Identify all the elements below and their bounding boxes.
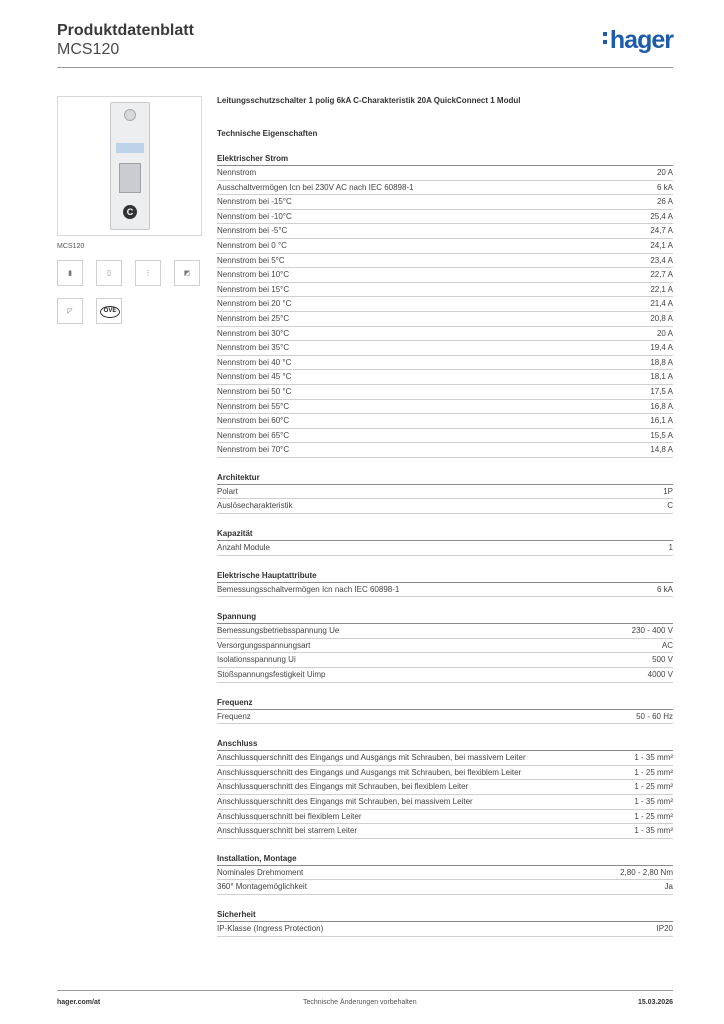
spec-key: IP-Klasse (Ingress Protection) [217,923,324,933]
spec-value: 26 A [656,197,673,207]
page-title: Produktdatenblatt [57,22,194,39]
spec-value: 6 kA [656,584,673,594]
spec-value: 22,1 A [650,284,673,294]
spec-row [217,639,673,654]
section-title: Architektur [217,472,673,485]
spec-key: Bemessungsschaltvermögen Icn nach IEC 60898-1 [217,584,400,594]
spec-value: 19,4 A [650,343,673,353]
spec-row [217,653,673,668]
section-title: Sicherheit [217,909,673,922]
spec-key: Nennstrom bei -15°C [217,197,292,207]
spec-value: 17,5 A [650,386,673,396]
product-image[interactable] [57,96,202,236]
section-title: Spannung [217,611,673,624]
spec-value: 1 - 25 mm² [634,767,673,777]
logo-text: hager [609,26,673,54]
spec-row [217,356,673,371]
spec-value: 1 - 25 mm² [634,811,673,821]
spec-key: Nennstrom bei 25°C [217,313,290,323]
image-caption: MCS120 [57,243,85,250]
hager-logo [603,26,673,55]
thumbnail-row [57,260,202,286]
spec-value: 20 A [656,328,673,338]
section-title: Anschluss [217,738,673,751]
spec-value: 1 - 25 mm² [634,782,673,792]
spec-row [217,297,673,312]
spec-key: Auslösecharakteristik [217,501,293,511]
spec-key: Nennstrom bei 10°C [217,270,290,280]
spec-value: 22,7 A [650,270,673,280]
spec-value: 50 - 60 Hz [636,711,673,721]
spec-key: Nennstrom bei -5°C [217,226,288,236]
spec-section [217,738,673,839]
spec-row [217,922,673,937]
spec-value: AC [661,640,673,650]
spec-section [217,697,673,725]
footer-notice: Technische Änderungen vorbehalten [303,999,417,1006]
spec-row [217,312,673,327]
spec-value: 16,1 A [650,416,673,426]
spec-row [217,166,673,181]
thumbnail-accessory-icon[interactable]: ◸ [57,298,83,324]
spec-row [217,710,673,725]
spec-value: 24,7 A [650,226,673,236]
tech-heading: Technische Eigenschaften [217,129,318,138]
spec-key: Nennstrom bei 65°C [217,430,290,440]
spec-value: 18,8 A [650,357,673,367]
product-description: Leitungsschutzschalter 1 polig 6kA C-Charakteristik 20A QuickConnect 1 Modul [217,96,521,105]
spec-row [217,283,673,298]
spec-value: 1P [663,486,673,496]
section-title: Elektrischer Strom [217,153,673,166]
spec-key: Stoßspannungsfestigkeit Uimp [217,670,326,680]
thumbnail-front-view-icon[interactable]: ▯ [96,260,122,286]
spec-row [217,766,673,781]
page-header [57,20,673,68]
spec-key: Nennstrom bei 70°C [217,445,290,455]
spec-key: Anschlussquerschnitt des Eingangs mit Schrauben, bei massivem Leiter [217,797,473,806]
spec-key: Nennstrom bei 15°C [217,284,290,294]
spec-section [217,153,673,458]
circuit-breaker-icon: C [110,102,150,230]
thumbnail-wiring-diagram-icon[interactable]: ⋮ [135,260,161,286]
spec-row [217,268,673,283]
spec-row [217,824,673,839]
spec-row [217,327,673,342]
spec-row [217,239,673,254]
spec-value: 16,8 A [650,401,673,411]
spec-value: 1 - 35 mm² [634,797,673,806]
spec-key: Nennstrom bei 55°C [217,401,290,411]
spec-value: 20 A [656,168,673,177]
spec-key: Polart [217,486,238,496]
spec-row [217,414,673,429]
spec-row [217,541,673,556]
spec-key: Anschlussquerschnitt des Eingangs und Ausgangs mit Schrauben, bei massivem Leiter [217,753,526,763]
spec-row [217,624,673,639]
spec-key: Nennstrom bei -10°C [217,211,292,221]
spec-value: 4000 V [647,670,673,680]
spec-value: C [667,501,673,511]
spec-row [217,668,673,683]
spec-row [217,866,673,881]
spec-value: 23,4 A [650,255,673,265]
spec-key: Anschlussquerschnitt des Eingangs und Ausgangs mit Schrauben, bei flexiblem Leiter [217,767,522,777]
product-media [57,96,202,324]
spec-value: IP20 [656,923,673,933]
spec-row [217,341,673,356]
spec-value: 500 V [652,655,673,665]
spec-row [217,443,673,458]
spec-key: Nennstrom bei 5°C [217,255,285,265]
spec-row [217,429,673,444]
footer-website[interactable]: hager.com/at [57,999,101,1006]
spec-row [217,254,673,269]
spec-value: 20,8 A [650,313,673,323]
spec-value: 25,4 A [650,211,673,221]
spec-key: Anzahl Module [217,543,270,553]
thumbnail-row-2 [57,298,202,324]
thumbnail-ove-certification-icon[interactable]: ÖVE [96,298,122,324]
spec-value: Ja [664,882,673,892]
section-title: Elektrische Hauptattribute [217,570,673,583]
section-title: Installation, Montage [217,853,673,866]
spec-row [217,583,673,598]
spec-section [217,472,673,514]
spec-row [217,810,673,825]
spec-value: 6 kA [656,182,673,192]
spec-key: Nennstrom bei 40 °C [217,357,292,367]
spec-value: 14,8 A [650,445,673,455]
spec-row [217,195,673,210]
spec-key: Nennstrom bei 30°C [217,328,290,338]
spec-key: Anschlussquerschnitt bei flexiblem Leiter [217,811,362,821]
spec-section [217,909,673,937]
spec-content [217,96,673,937]
spec-row [217,370,673,385]
spec-key: Anschlussquerschnitt des Eingangs mit Schrauben, bei flexiblem Leiter [217,782,469,792]
spec-key: Versorgungsspannungsart [217,640,311,650]
spec-key: Nominales Drehmoment [217,867,304,877]
spec-sections [217,153,673,937]
logo-dots-icon [603,32,607,48]
spec-value: 21,4 A [650,299,673,309]
spec-value: 2,80 - 2,80 Nm [620,867,673,877]
page-footer [57,990,673,1010]
thumbnail-side-view-icon[interactable]: ◩ [174,260,200,286]
spec-key: Nennstrom bei 20 °C [217,299,292,309]
spec-row [217,210,673,225]
spec-key: Nennstrom bei 0 °C [217,240,287,250]
spec-section [217,853,673,895]
product-code: MCS120 [57,41,120,58]
spec-key: Nennstrom bei 60°C [217,416,290,426]
spec-key: Isolationsspannung Ui [217,655,296,665]
spec-row [217,880,673,895]
section-title: Frequenz [217,697,673,710]
spec-value: 24,1 A [650,240,673,250]
spec-key: Nennstrom [217,168,257,177]
spec-row [217,795,673,810]
spec-row [217,224,673,239]
spec-key: Frequenz [217,711,251,721]
spec-key: Nennstrom bei 50 °C [217,386,292,396]
spec-row [217,499,673,514]
spec-key: 360° Montagemöglichkeit [217,882,307,892]
spec-row [217,751,673,766]
spec-value: 1 - 35 mm² [634,753,673,763]
spec-key: Bemessungsbetriebsspannung Ue [217,626,340,636]
spec-key: Anschlussquerschnitt bei starrem Leiter [217,826,358,836]
spec-row [217,385,673,400]
spec-key: Ausschaltvermögen Icn bei 230V AC nach IEC 60898-1 [217,182,414,192]
spec-row [217,780,673,795]
spec-row [217,181,673,196]
spec-value: 1 [668,543,673,553]
thumbnail-product-drawing-icon[interactable]: ▮ [57,260,83,286]
spec-value: 18,1 A [650,372,673,382]
spec-row [217,400,673,415]
section-title: Kapazität [217,528,673,541]
spec-key: Nennstrom bei 35°C [217,343,290,353]
spec-section [217,611,673,682]
spec-value: 1 - 35 mm² [634,826,673,836]
spec-value: 230 - 400 V [631,626,673,636]
spec-section [217,528,673,556]
spec-row [217,485,673,500]
spec-key: Nennstrom bei 45 °C [217,372,292,382]
spec-section [217,570,673,598]
footer-date: 15.03.2026 [637,999,673,1006]
spec-value: 15,5 A [650,430,673,440]
